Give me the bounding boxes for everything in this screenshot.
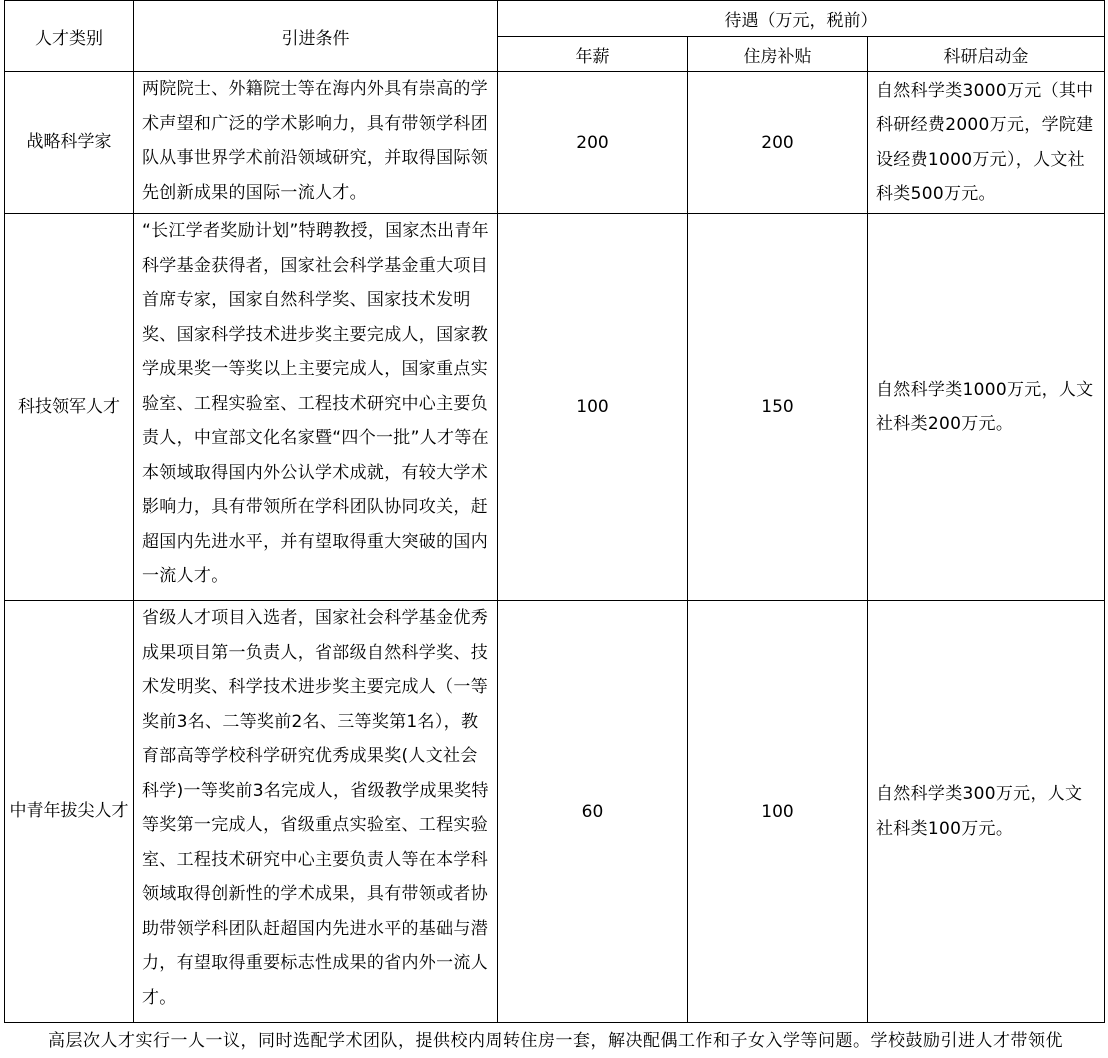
header-salary: 年薪 (498, 37, 688, 72)
header-research-fund: 科研启动金 (868, 37, 1105, 72)
row-research-fund: 自然科学类300万元，人文社科类100万元。 (868, 601, 1105, 1023)
row-category: 战略科学家 (5, 72, 134, 214)
row-housing: 100 (688, 601, 868, 1023)
footer-paragraph: 高层次人才实行一人一议，同时选配学术团队，提供校内周转住房一套，解决配偶工作和子女入学等问题。学校鼓励引进人才带领优 (48, 1031, 1063, 1051)
row-salary: 60 (498, 601, 688, 1023)
header-treatment: 待遇（万元，税前） (498, 1, 1105, 37)
row-research-fund: 自然科学类3000万元（其中科研经费2000万元，学院建设经费1000万元），人文社科类500万元。 (868, 72, 1105, 214)
row-category: 科技领军人才 (5, 214, 134, 601)
row-housing: 200 (688, 72, 868, 214)
header-conditions: 引进条件 (134, 1, 498, 72)
table-row (5, 601, 1105, 1023)
row-conditions: 省级人才项目入选者，国家社会科学基金优秀成果项目第一负责人，省部级自然科学奖、技术发明奖、科学技术进步奖主要完成人（一等奖前3名、二等奖前2名、三等奖第1名），教育部高等学校科学研究优秀成果奖(人文社会科学)一等奖前3名完成人，省级教学成果奖特等奖第一完成人，省级重点实验室、工程实验室、工程技术研究中心主要负责人等在本学科领域取得创新性的学术成果，具有带领或者协助带领学科团队赶超国内先进水平的基础与潜力，有望取得重要标志性成果的省内外一流人才。 (134, 601, 498, 1023)
table-row (5, 214, 1105, 601)
header-housing: 住房补贴 (688, 37, 868, 72)
row-category: 中青年拔尖人才 (5, 601, 134, 1023)
row-conditions: “长江学者奖励计划”特聘教授，国家杰出青年科学基金获得者，国家社会科学基金重大项目首席专家，国家自然科学奖、国家技术发明奖、国家科学技术进步奖主要完成人，国家教学成果奖一等奖以上主要完成人，国家重点实验室、工程实验室、工程技术研究中心主要负责人，中宣部文化名家暨“四个一批”人才等在本领域取得国内外公认学术成就，有较大学术影响力，具有带领所在学科团队协同攻关，赶超国内先进水平，并有望取得重大突破的国内一流人才。 (134, 214, 498, 601)
row-research-fund: 自然科学类1000万元，人文社科类200万元。 (868, 214, 1105, 601)
table-row (5, 72, 1105, 214)
row-housing: 150 (688, 214, 868, 601)
row-conditions: 两院院士、外籍院士等在海内外具有崇高的学术声望和广泛的学术影响力，具有带领学科团队从事世界学术前沿领域研究，并取得国际领先创新成果的国际一流人才。 (134, 72, 498, 214)
talent-treatment-table (4, 0, 1105, 1023)
row-salary: 200 (498, 72, 688, 214)
header-category: 人才类别 (5, 1, 134, 72)
row-salary: 100 (498, 214, 688, 601)
